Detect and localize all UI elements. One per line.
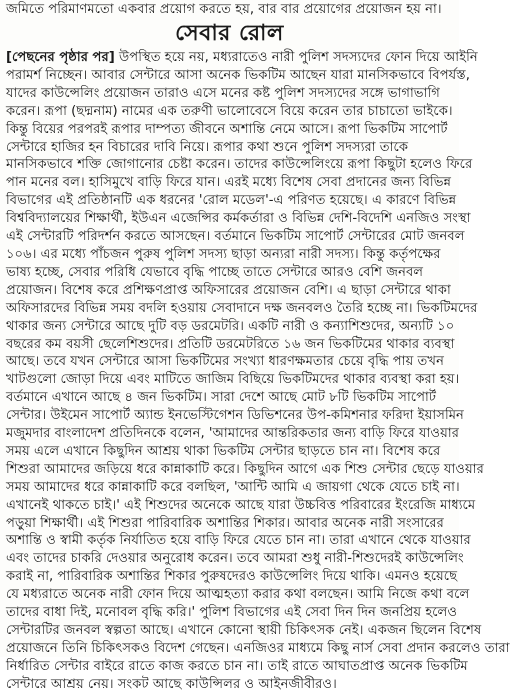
- body-line: বিশ্ববিদ্যালয়ের শিক্ষার্থী, ইউএন এজেন্সির কর্মকর্তারা ও বিভিন্ন দেশি-বিদেশি এনজিও সংস্থা: [6, 211, 471, 227]
- article-headline: সেবার রোল: [175, 20, 284, 46]
- body-line: প্রয়োজনে তিনি চিকিৎসকও বিদেশ গেছেন। এনজিওর মাধ্যমে কিছু নার্স সেবা প্রদান করলেও তারা: [6, 640, 510, 656]
- body-line: নির্ধারিত সেন্টার বাইরে রাতে কাজ করতে চান না। তাই রাতে আঘাতপ্রাপ্ত অনেক ভিকটিম: [6, 658, 468, 674]
- body-line: এখানেই থাকতে চাই।' এই শিশুদের অনেকে আছে যারা উচ্চবিত্ত পরিবারের ইংরেজি মাধ্যমে: [6, 497, 476, 513]
- body-line: ভাষ্য হচ্ছে, সেবার পরিধি যেভাবে বৃদ্ধি পাচ্ছে তাতে সেন্টারে আরও বেশি জনবল: [6, 264, 424, 280]
- body-line: সেন্টারে হাজির হন বিচারের দাবি নিয়ে। রূপার কথা শুনে পুলিশ সদস্যরা তাকে: [6, 139, 409, 155]
- body-line: সেন্টার। উইমেন সাপোর্ট অ্যান্ড ইনভেস্টিগেশন ডিভিশনের উপ-কমিশনার ফরিদা ইয়াসমিন: [6, 408, 464, 424]
- body-line: কিন্তু বিয়ের পরপরই রূপার দাম্পত্য জীবনে অশান্তি নেমে আসে। রূপা ভিকটিম সাপোর্ট: [6, 121, 448, 137]
- body-line: সেন্টারে আশ্রয় নেয়। সংকট আছে কাউন্সিলর ও আইনজীবীরও।: [6, 676, 337, 692]
- continued-from-label: [পেছনের পৃষ্ঠার পর]: [6, 50, 115, 65]
- body-line: বর্তমানে এখানে আছে ৪ জন ভিকটিম। সারা দেশে আছে মোট ৮টি ভিকটিম সাপোর্ট: [6, 390, 437, 406]
- body-line: সেন্টারটির জনবল স্বল্পতা আছে। এখানে কোনো স্থায়ী চিকিৎসক নেই। একজন ছিলেন বিশেষ: [6, 623, 482, 638]
- body-line: পড়ুয়া শিক্ষার্থী। এই শিশুরা পারিবারিক অশান্তির শিকার। আবার অনেক নারী সংসারের: [6, 515, 444, 531]
- body-line: করাই না, পারিবারিক অশান্তির শিকার পুরুষদেরও কাউন্সেলিং দিয়ে থাকি। এমনও হয়েছে: [6, 569, 458, 585]
- body-line: ১০৬। এর মধ্যে পাঁচজন পুরুষ পুলিশ সদস্য ছাড়া অন্যরা নারী সদস্য। কিন্তু কর্তৃপক্ষের: [6, 246, 441, 262]
- body-line: বছরের কম বয়সী ছেলেশিশুদের। প্রতিটি ডরমেটরিতে ১৬ জন ভিকটিমের থাকার ব্যবস্থা: [6, 336, 455, 352]
- body-line: আছে। তবে যখন সেন্টারে আসা ভিকটিমের সংখ্যা ধারণক্ষমতার চেয়ে বৃদ্ধি পায় তখন: [6, 354, 444, 370]
- body-line: পান মনের বল। হাসিমুখে বাড়ি ফিরে যান। এরই মধ্যে বিশেষ সেবা প্রদানের জন্য বিভিন্ন: [6, 175, 452, 191]
- previous-article-last-line: জমিতে পরিমাণমতো একবার প্রয়োগ করতে হয়, বার বার প্রয়োগের প্রয়োজন হয় না।: [6, 2, 442, 17]
- body-line: শিশুরা আমাদের জড়িয়ে ধরে কান্নাকাটি করে। কিছুদিন আগে এক শিশু সেন্টার ছেড়ে যাওয়ার: [6, 461, 484, 477]
- article-first-line: [6, 49, 478, 67]
- body-line: প্রয়োজন। বিশেষ করে প্রশিক্ষণপ্রাপ্ত অফিসারের প্রয়োজন বেশি। এ ছাড়া সেন্টারে থাকা: [6, 282, 451, 298]
- article-body: [6, 49, 510, 694]
- body-line: মানসিকভাবে শক্তি জোগানোর চেষ্টা করেন। তাদের কাউন্সেলিংয়ে রূপা কিছুটা হলেও ফিরে: [6, 157, 473, 173]
- body-line: যে মধ্যরাতে অনেক নারী ফোন দিয়ে আত্মহত্যা করার কথা বলছেন। আমি নিজে কথা বলে: [6, 587, 470, 603]
- body-line: করেন। রূপা (ছদ্মনাম) নামের এক তরুণী ভালোবেসে বিয়ে করেন তার চাচাতো ভাইকে।: [6, 103, 453, 119]
- body-line: বিভাগের এই প্রতিষ্ঠানটি এক ধরনের 'রোল মডেল'-এ পরিণত হয়েছে। এ কারণে বিভিন্ন: [6, 193, 457, 209]
- body-line: খাটগুলো জোড়া দিয়ে এবং মাটিতে জাজিম বিছিয়ে ভিকটিমদের থাকার ব্যবস্থা করা হয়।: [6, 372, 460, 388]
- body-line: অফিসারদের বিভিন্ন সময় বদলি হওয়ায় সেবাদানে দক্ষ জনবলও তৈরি হচ্ছে না। ভিকটিমদের: [6, 300, 478, 316]
- body-line: সময় এলে এখানে কিছুদিন আশ্রয় থাকা ভিকটিম সেন্টার ছাড়তে চান না। বিশেষ করে: [6, 443, 441, 459]
- body-line: অশান্তি ও স্বামী কর্তৃক নির্যাতিত হয়ে বাড়ি ফিরে যেতে চান না। তারা এখানে থেকে যাওয়ার: [6, 533, 471, 549]
- body-line: যাদের কাউন্সেলিং প্রয়োজন তারাও এসে মনের কষ্ট পুলিশ সদস্যদের সঙ্গে ভাগাভাগি: [6, 85, 440, 101]
- body-line: সময় আমাদের ধরে কান্নাকাটি করে বলছিল, 'আন্টি আমি এ জায়গা থেকে যেতে চাই না।: [6, 479, 460, 495]
- body-line: মজুমদার বাংলাদেশ প্রতিদিনকে বলেন, 'আমাদের আন্তরিকতার জন্য বাড়ি ফিরে যাওয়ার: [6, 426, 459, 442]
- body-line: থাকার জন্য সেন্টারে আছে দুটি বড় ডরমেটরি। একটি নারী ও কন্যাশিশুদের, অন্যটি ১০: [6, 318, 455, 334]
- body-line: তাদের বাধা দিই, মনোবল বৃদ্ধি করি।' পুলিশ বিভাগের এই সেবা দিন দিন জনপ্রিয় হলেও: [6, 605, 458, 621]
- body-line: এবং তাদের চাকরি দেওয়ার অনুরোধ করেন। তবে আমরা শুধু নারী-শিশুদেরই কাউন্সেলিং: [6, 551, 464, 567]
- body-line: এই সেন্টারটি পরিদর্শন করতে আসছেন। বর্তমানে ভিকটিম সাপোর্ট সেন্টারের মোট জনবল: [6, 229, 465, 245]
- first-line-text: উপস্থিত হয়ে নয়, মধ্যরাতেও নারী পুলিশ সদস্যদের ফোন দিয়ে আইনি: [114, 50, 478, 65]
- body-line: পরামর্শ নিচ্ছেন। আবার সেন্টারে আসা অনেক ভিকটিম আছেন যারা মানসিকভাবে বিপর্যস্ত,: [6, 67, 470, 83]
